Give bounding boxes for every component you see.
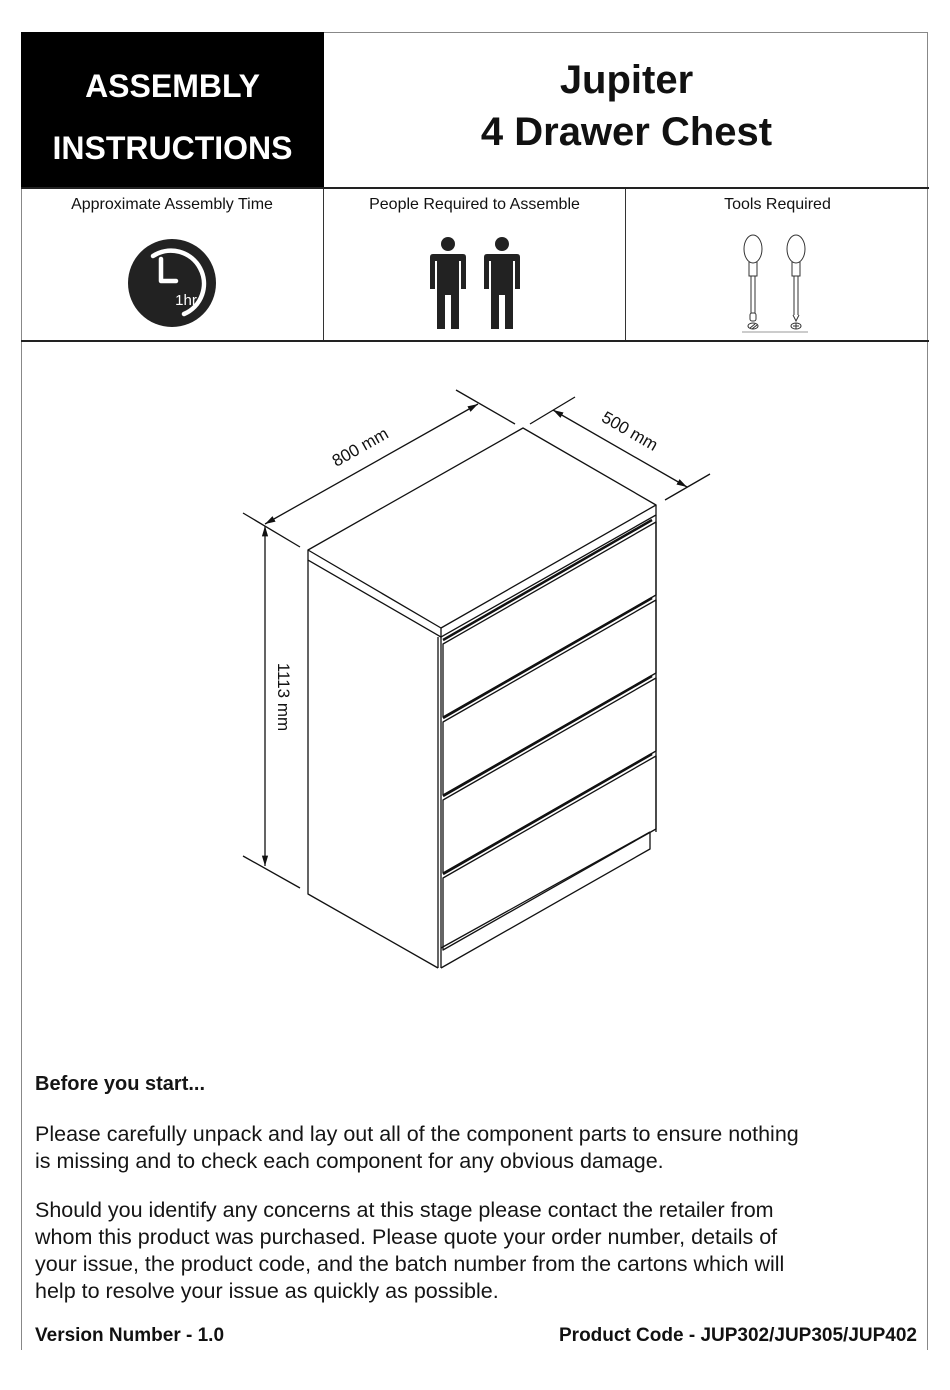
height-dimension-label: 1113 mm (274, 662, 293, 732)
assembly-time-label: Approximate Assembly Time (71, 196, 273, 213)
header (21, 32, 929, 188)
paragraph-line: Please carefully unpack and lay out all of the component parts to ensure nothing (35, 1122, 799, 1146)
banner-line-1: ASSEMBLY (85, 68, 260, 104)
assembly-time-cell (21, 189, 323, 340)
assembly-instructions-banner (21, 32, 324, 188)
person-icon (483, 237, 521, 331)
before-you-start-heading: Before you start... (35, 1073, 206, 1095)
product-title (324, 32, 929, 188)
clock-icon (126, 237, 218, 329)
concerns-paragraph (35, 1197, 784, 1305)
screwdrivers-icon (738, 233, 818, 333)
people-required-cell (323, 189, 626, 340)
unpack-paragraph (35, 1121, 799, 1175)
tools-required-cell (626, 189, 929, 340)
paragraph-line: whom this product was purchased. Please quote your order number, details of (35, 1225, 778, 1249)
width-dimension-label: 800 mm (328, 423, 392, 471)
paragraph-line: your issue, the product code, and the batch number from the cartons which will (35, 1252, 785, 1276)
flathead-screwdriver-icon (744, 235, 762, 329)
person-icon (429, 237, 467, 331)
chest-dimension-diagram (21, 342, 928, 1062)
paragraph-line: Should you identify any concerns at this stage please contact the retailer from (35, 1198, 774, 1222)
banner-line-2: INSTRUCTIONS (52, 130, 293, 166)
phillips-screwdriver-icon (787, 235, 805, 329)
product-type: 4 Drawer Chest (480, 110, 773, 154)
chest-drawing (21, 342, 928, 1062)
time-value: 1hr (175, 292, 197, 309)
product-code: Product Code - JUP302/JUP305/JUP402 (559, 1325, 917, 1346)
paragraph-line: help to resolve your issue as quickly as possible. (35, 1279, 499, 1303)
paragraph-line: is missing and to check each component for any obvious damage. (35, 1149, 664, 1173)
depth-dimension-label: 500 mm (598, 407, 662, 455)
tools-required-label: Tools Required (724, 196, 831, 213)
version-number: Version Number - 1.0 (35, 1325, 225, 1346)
product-name: Jupiter (559, 58, 694, 102)
info-row (21, 187, 929, 342)
people-required-label: People Required to Assemble (369, 196, 580, 213)
